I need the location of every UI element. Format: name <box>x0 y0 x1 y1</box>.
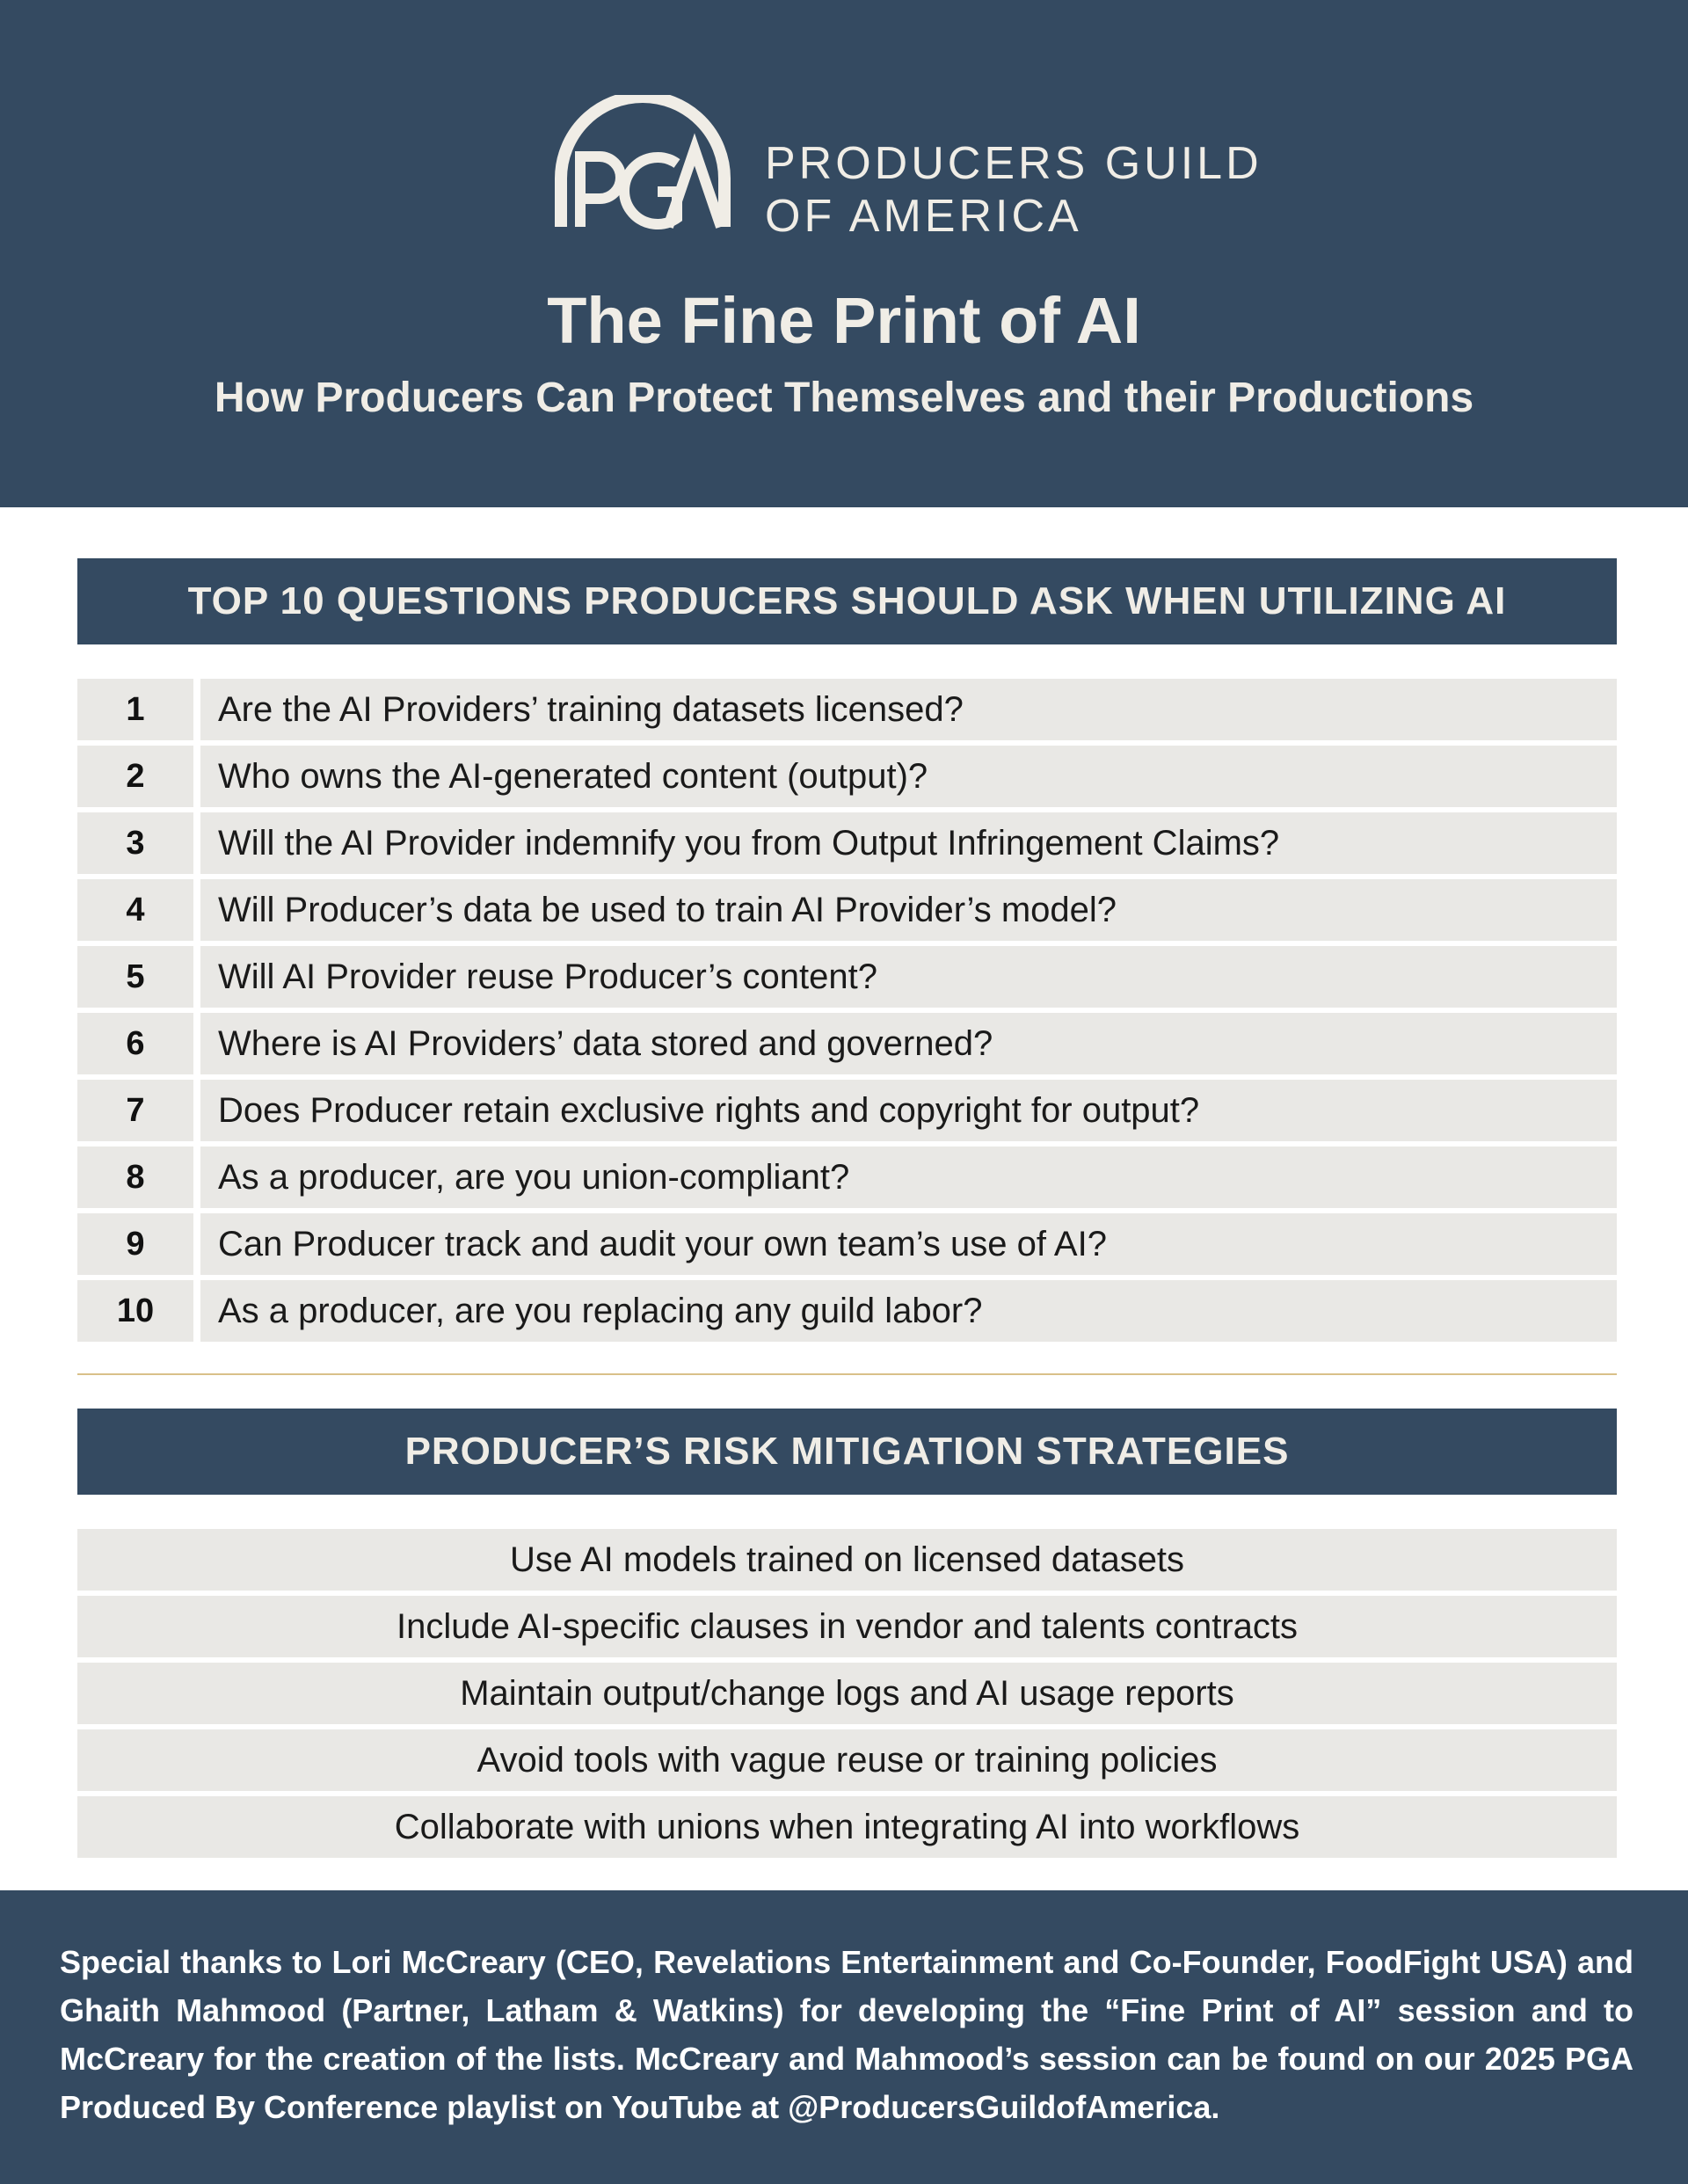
question-number: 6 <box>77 1013 193 1074</box>
question-number: 9 <box>77 1213 193 1275</box>
question-number: 3 <box>77 812 193 874</box>
question-text: Will the AI Provider indemnify you from Output Infringement Claims? <box>200 812 1617 874</box>
question-number: 5 <box>77 946 193 1008</box>
question-text: Where is AI Providers’ data stored and governed? <box>200 1013 1617 1074</box>
strategy-item: Avoid tools with vague reuse or training policies <box>77 1729 1617 1791</box>
strategies-heading: PRODUCER’S RISK MITIGATION STRATEGIES <box>77 1409 1617 1495</box>
org-name-line2: OF AMERICA <box>765 191 1082 242</box>
question-row <box>77 1280 1617 1342</box>
acknowledgements-text: Special thanks to Lori McCreary (CEO, Revelations Entertainment and Co-Founder, FoodFight USA) and Ghaith Mahmood (Partner, Latham & Watkins) for developing the “Fine Print of AI” session and to McCreary for the creation of the lists. McCreary and Mahmood’s session can be found on our 2025 PGA Produced By Conference playlist on YouTube at @ProducersGuildofAmerica. <box>60 1944 1633 2125</box>
question-text: Are the AI Providers’ training datasets licensed? <box>200 679 1617 740</box>
question-row <box>77 1080 1617 1141</box>
pga-logo <box>545 95 1262 242</box>
strategies-list <box>77 1529 1617 1863</box>
question-row <box>77 946 1617 1008</box>
question-number: 8 <box>77 1147 193 1208</box>
question-row <box>77 1147 1617 1208</box>
question-row <box>77 679 1617 740</box>
strategy-item: Use AI models trained on licensed datasets <box>77 1529 1617 1591</box>
org-name <box>765 137 1262 243</box>
question-row <box>77 879 1617 941</box>
question-number: 7 <box>77 1080 193 1141</box>
org-name-line1: PRODUCERS GUILD <box>765 138 1262 189</box>
questions-heading: TOP 10 QUESTIONS PRODUCERS SHOULD ASK WHEN UTILIZING AI <box>77 558 1617 644</box>
question-row <box>77 746 1617 807</box>
question-number: 10 <box>77 1280 193 1342</box>
questions-list <box>77 679 1617 1347</box>
page-title: The Fine Print of AI <box>547 284 1141 357</box>
question-number: 2 <box>77 746 193 807</box>
question-text: Will AI Provider reuse Producer’s content? <box>200 946 1617 1008</box>
header <box>0 0 1688 507</box>
pga-logo-mark <box>545 95 740 240</box>
strategy-item: Include AI-specific clauses in vendor and talents contracts <box>77 1596 1617 1657</box>
question-text: As a producer, are you union-compliant? <box>200 1147 1617 1208</box>
section-divider <box>77 1373 1617 1375</box>
strategy-item: Maintain output/change logs and AI usage reports <box>77 1663 1617 1724</box>
page-subtitle: How Producers Can Protect Themselves and their Productions <box>214 375 1474 421</box>
question-row <box>77 1013 1617 1074</box>
question-row <box>77 812 1617 874</box>
question-text: Who owns the AI-generated content (output)? <box>200 746 1617 807</box>
question-text: Will Producer’s data be used to train AI Provider’s model? <box>200 879 1617 941</box>
question-number: 1 <box>77 679 193 740</box>
question-number: 4 <box>77 879 193 941</box>
question-text: Can Producer track and audit your own team’s use of AI? <box>200 1213 1617 1275</box>
question-text: As a producer, are you replacing any guild labor? <box>200 1280 1617 1342</box>
strategy-item: Collaborate with unions when integrating AI into workflows <box>77 1796 1617 1858</box>
question-text: Does Producer retain exclusive rights and copyright for output? <box>200 1080 1617 1141</box>
footer <box>0 1890 1688 2184</box>
question-row <box>77 1213 1617 1275</box>
